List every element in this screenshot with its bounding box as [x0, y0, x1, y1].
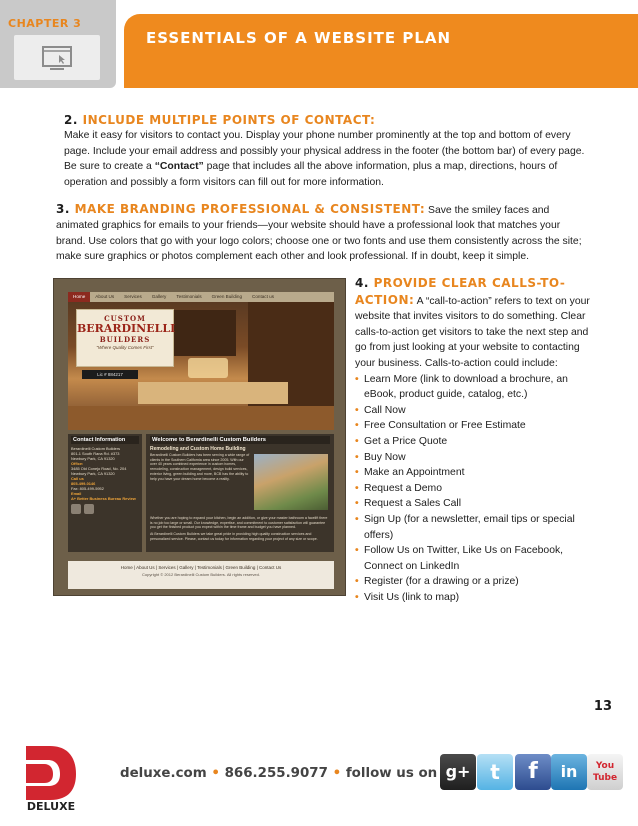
- separator-dot: •: [332, 766, 342, 781]
- twitter-glyph: t: [490, 760, 500, 784]
- body-text: Make it easy for visitors to contact you. Display your phone number prominently at the top and bottom of every page. Include your email address and possibly your physical address in the footer (the bottom bar) of every page. Be sure to create a: [64, 130, 585, 173]
- linkedin-glyph: in: [560, 762, 578, 781]
- section-number: 3.: [56, 202, 70, 216]
- site-footer-links: Home | About Us | Services | Gallery | Testimonials | Green Building | Contact Us: [120, 565, 282, 570]
- section-calls-to-action: [355, 276, 595, 605]
- site-nav-item: About Us: [95, 294, 115, 299]
- section-contact-points: [64, 113, 589, 190]
- twitter-icon[interactable]: [477, 754, 513, 790]
- section-heading-text: PROVIDE CLEAR CALLS-TO-ACTION:: [355, 276, 566, 307]
- cta-list-item: • Request a Demo: [355, 481, 595, 497]
- facebook-icon[interactable]: [515, 754, 551, 790]
- site-nav-item: Contact us: [252, 294, 274, 299]
- logo-custom: CUSTOM: [104, 314, 146, 323]
- section-heading: [64, 113, 589, 128]
- cta-list-item: • Learn More (link to download a brochure, an eBook, product guide, catalog, etc.): [355, 372, 595, 403]
- welcome-title: Welcome to Berardinelli Custom Builders: [150, 436, 330, 444]
- section-heading-text: INCLUDE MULTIPLE POINTS OF CONTACT:: [82, 113, 376, 127]
- cta-list-item: • Sign Up (for a newsletter, email tips or special offers): [355, 512, 595, 543]
- contact-line: 3485 Old Conejo Road, No. 204: [71, 466, 127, 471]
- welcome-body-2: [150, 516, 328, 542]
- section-body: Save the smiley faces and animated graphics for emails to your friends—your website should have a professional look that matches your brand. Use colors that go with your logo colors; choose one or two fonts and use them consistently across the site; make sure graphics or photos complement each other and look professional. If in doubt, keep it simple.: [56, 205, 582, 263]
- contact-line: Newbury Park, CA 91320: [71, 471, 115, 476]
- chapter-title-bar: [124, 14, 638, 88]
- chapter-tab: [0, 0, 116, 88]
- section-heading-text: MAKE BRANDING PROFESSIONAL & CONSISTENT:: [74, 202, 426, 216]
- cta-list-item: • Request a Sales Call: [355, 496, 595, 512]
- section-number: 2.: [64, 113, 78, 127]
- google-plus-glyph: g+: [445, 762, 471, 781]
- contact-info-title: Contact Information: [71, 436, 139, 444]
- cta-list-item: • Call Now: [355, 403, 595, 419]
- contact-line: Email: [71, 491, 82, 496]
- site-nav-item: Services: [124, 294, 142, 299]
- contact-line: 805-499-0146: [71, 481, 96, 486]
- linkedin-icon[interactable]: [551, 754, 587, 790]
- footer-follow-text: follow us on: [345, 766, 438, 781]
- counter-shape: [138, 382, 288, 404]
- site-footer: [68, 561, 334, 589]
- cta-list-item: • Register (for a drawing or a prize): [355, 574, 595, 590]
- houzz-icon: [84, 504, 94, 514]
- light-shape: [188, 358, 228, 378]
- contact-line: 801-1 South Rana Rd. #373: [71, 451, 120, 456]
- social-icons: [71, 504, 139, 514]
- site-nav-item: Gallery: [151, 294, 167, 299]
- contact-line: Call us: [71, 476, 84, 481]
- youtube-icon[interactable]: [587, 754, 623, 790]
- logo-tagline: "Where Quality Comes First": [96, 345, 154, 350]
- logo-builders: BUILDERS: [99, 335, 151, 344]
- welcome-paragraph: At Berardinelli Custom Builders we take great pride in providing high quality construction services and personalized service. Please, contact us today for information regarding your project of any size or scope.: [150, 532, 318, 541]
- kitchen-photo: [68, 302, 334, 430]
- cta-list-item: • Free Consultation or Free Estimate: [355, 418, 595, 434]
- contact-line: Office:: [71, 461, 84, 466]
- builder-logo: [76, 309, 174, 367]
- contact-info-panel: [68, 434, 142, 552]
- contact-line: Berardinelli Custom Builders: [71, 446, 121, 451]
- separator-dot: •: [211, 766, 220, 781]
- site-nav-item: Green Building: [211, 294, 243, 299]
- section-number: 4.: [355, 276, 369, 290]
- section-branding: [56, 202, 592, 265]
- cta-list-item: • Buy Now: [355, 450, 595, 466]
- contact-line: Newbury Park, CA 91320: [71, 456, 115, 461]
- cta-list: [355, 372, 595, 606]
- youtube-glyph: You Tube: [592, 761, 618, 783]
- footer-phone[interactable]: 866.255.9077: [224, 766, 328, 781]
- section-body: [64, 128, 589, 190]
- facebook-icon: [71, 504, 81, 514]
- computer-screen-icon: [14, 35, 100, 80]
- cta-list-item: • Visit Us (link to map): [355, 590, 595, 606]
- contact-line: Fax: 805-499-5952: [71, 486, 104, 491]
- welcome-panel: [146, 434, 334, 552]
- page-number: 13: [593, 699, 612, 714]
- house-photo: [254, 454, 328, 510]
- footer-contact-line: [120, 766, 437, 781]
- site-copyright: Copyright © 2012 Berardinelli Custom Builders. All rights reserved.: [142, 572, 260, 577]
- site-nav: [68, 292, 334, 302]
- welcome-subtitle: Remodeling and Custom Home Building: [150, 446, 246, 452]
- section-heading: [56, 202, 425, 216]
- license-badge: Lic # 884217: [82, 370, 138, 379]
- cta-list-item: • Get a Price Quote: [355, 434, 595, 450]
- contact-emphasis: “Contact”: [154, 161, 204, 173]
- site-nav-item: Testimonials: [176, 294, 202, 299]
- contact-line: A+ Better Business Bureau Review: [71, 496, 136, 501]
- body-text: page that includes all the above information, plus a map, directions, hours of operation and possibly a form visitors can fill out for more information.: [64, 161, 558, 188]
- welcome-body: Berardinelli Custom Builders has been serving a wide range of clients in the Southern California area since 2005. With our over 40 years combined experience in custom homes, remodeling, construction management, design build services, exterior living, green building and more, BCB has the ability to help you have your dream home become a reality.: [150, 453, 250, 481]
- footer-site-link[interactable]: deluxe.com: [120, 766, 207, 781]
- chapter-label: CHAPTER 3: [8, 17, 82, 30]
- logo-name: BERARDINELLI: [77, 322, 176, 335]
- section-body: A “call-to-action” refers to text on your website that invites visitors to do something. Clear calls-to-action get visitors to take the next step and go from just looking at your website to contacting your business. Calls-to-action could include:: [355, 295, 590, 369]
- floor-shape: [68, 406, 334, 430]
- deluxe-wordmark: DELUXE: [26, 800, 76, 813]
- cta-list-item: • Follow Us on Twitter, Like Us on Facebook, Connect on LinkedIn: [355, 543, 595, 574]
- google-plus-icon[interactable]: [440, 754, 476, 790]
- chapter-title: ESSENTIALS OF A WEBSITE PLAN: [146, 29, 452, 47]
- website-example-screenshot: [53, 278, 346, 596]
- cta-list-item: • Make an Appointment: [355, 465, 595, 481]
- facebook-glyph: f: [528, 759, 538, 784]
- site-nav-item: Home: [68, 292, 90, 302]
- welcome-paragraph: Whether you are hoping to expand your kitchen, begin an addition, or give your master bathroom a facelift there is no job too large or small. Our knowledge, expertise, and commitment to customer satisfaction will guarantee you get the finished product you expect within the time frame and budget you have planned.: [150, 516, 328, 530]
